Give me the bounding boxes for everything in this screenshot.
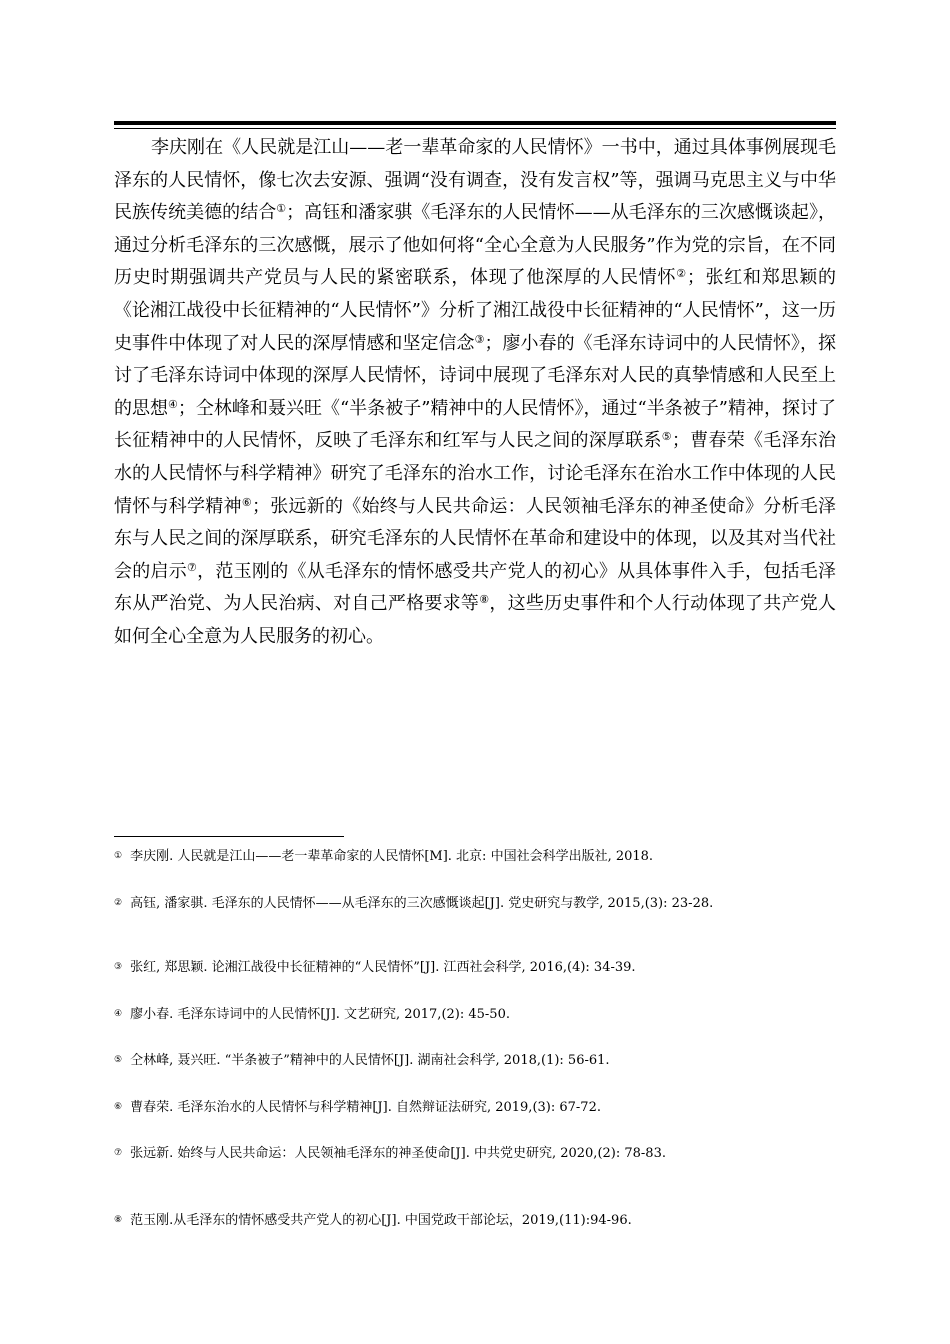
footnote-3 <box>114 957 829 978</box>
footnote-text: 张远新. 始终与人民共命运：人民领袖毛泽东的神圣使命[J]. 中共党史研究, 2020,(2): 78-83. <box>130 1146 666 1161</box>
footnote-mark: ⑥ <box>114 1102 123 1112</box>
footnote-8 <box>114 1210 829 1231</box>
footnote-text: 张红, 郑思颖. 论湘江战役中长征精神的“人民情怀”[J]. 江西社会科学, 2016,(4): 34-39. <box>130 960 636 975</box>
sentence-9: ，这些历史事件和个人行动体现了共产党人如何全心全意为人民服务的初心。 <box>114 593 836 647</box>
footnote-ref-7[interactable]: ⑦ <box>187 560 198 574</box>
sentence-2: ；高钰和潘家骐《毛泽东的人民情怀——从毛泽东的三次感慨谈起》，通过分析毛泽东的三次感慨，展示了他如何将“全心全意为人民服务”作为党的宗旨，在不同历史时期强调共产党员与人民的紧密联系，体现了他深厚的人民情怀 <box>114 202 836 289</box>
footnote-7 <box>114 1143 829 1164</box>
footnote-text: 范玉刚.从毛泽东的情怀感受共产党人的初心[J]. 中国党政干部论坛，2019,(11):94-96. <box>130 1213 632 1228</box>
sentence-1: 李庆刚在《人民就是江山——老一辈革命家的人民情怀》一书中，通过具体事例展现毛泽东的人民情怀，像七次去安源、强调“没有调查，没有发言权”等，强调马克思主义与中华民族传统美德的结合 <box>114 137 836 224</box>
footnote-text: 仝林峰, 聂兴旺. “半条被子”精神中的人民情怀[J]. 湖南社会科学, 2018,(1): 56-61. <box>130 1053 610 1068</box>
sentence-6: ；曹春荣《毛泽东治水的人民情怀与科学精神》研究了毛泽东的治水工作，讨论毛泽东在治水工作中体现的人民情怀与科学精神 <box>114 430 836 517</box>
footnote-text: 李庆刚. 人民就是江山——老一辈革命家的人民情怀[M]. 北京: 中国社会科学出版社, 2018. <box>130 849 654 864</box>
footnote-ref-2[interactable]: ② <box>676 267 687 281</box>
footnote-ref-4[interactable]: ④ <box>168 397 178 411</box>
footnote-1 <box>114 846 829 867</box>
footnote-6 <box>114 1097 829 1118</box>
footnote-mark: ⑦ <box>114 1148 123 1158</box>
footnote-ref-1[interactable]: ① <box>276 202 287 216</box>
footnote-mark: ④ <box>114 1009 123 1019</box>
header-rule-thick <box>114 121 836 125</box>
footnote-ref-8[interactable]: ⑧ <box>479 593 490 607</box>
sentence-3: ；张红和郑思颖的《论湘江战役中长征精神的“人民情怀”》分析了湘江战役中长征精神的“人民情怀”，这一历史事件中体现了对人民的深厚情感和坚定信念 <box>114 267 836 354</box>
footnote-mark: ② <box>114 898 123 908</box>
sentence-4: ；廖小春的《毛泽东诗词中的人民情怀》，探讨了毛泽东诗词中体现的深厚人民情怀，诗词中展现了毛泽东对人民的真挚情感和人民至上的思想 <box>114 332 836 419</box>
footnote-text: 曹春荣. 毛泽东治水的人民情怀与科学精神[J]. 自然辩证法研究, 2019,(3): 67-72. <box>130 1100 601 1115</box>
footnote-4 <box>114 1004 829 1025</box>
footnote-separator <box>114 836 344 837</box>
header-rule-thin <box>114 128 836 129</box>
footnote-text: 高钰, 潘家骐. 毛泽东的人民情怀——从毛泽东的三次感慨谈起[J]. 党史研究与教学, 2015,(3): 23-28. <box>130 896 714 911</box>
footnote-ref-5[interactable]: ⑤ <box>661 430 672 444</box>
footnote-text: 廖小春. 毛泽东诗词中的人民情怀[J]. 文艺研究, 2017,(2): 45-50. <box>130 1007 510 1022</box>
footnote-5 <box>114 1050 829 1071</box>
body-paragraph <box>114 132 836 654</box>
footnote-2 <box>114 893 829 914</box>
sentence-7: ；张远新的《始终与人民共命运：人民领袖毛泽东的神圣使命》分析毛泽东与人民之间的深厚联系，研究毛泽东的人民情怀在革命和建设中的体现，以及其对当代社会的启示 <box>114 495 836 582</box>
footnote-ref-6[interactable]: ⑥ <box>241 495 252 509</box>
footnote-ref-3[interactable]: ③ <box>474 332 485 346</box>
sentence-8: ，范玉刚的《从毛泽东的情怀感受共产党人的初心》从具体事件入手，包括毛泽东从严治党、为人民治病、对自己严格要求等 <box>114 560 836 615</box>
footnote-mark: ⑤ <box>114 1055 123 1065</box>
footnote-mark: ③ <box>114 962 123 972</box>
footnote-mark: ① <box>114 851 123 861</box>
sentence-5: ；仝林峰和聂兴旺《“半条被子”精神中的人民情怀》，通过“半条被子”精神，探讨了长征精神中的人民情怀，反映了毛泽东和红军与人民之间的深厚联系 <box>114 397 836 452</box>
footnote-mark: ⑧ <box>114 1215 123 1225</box>
